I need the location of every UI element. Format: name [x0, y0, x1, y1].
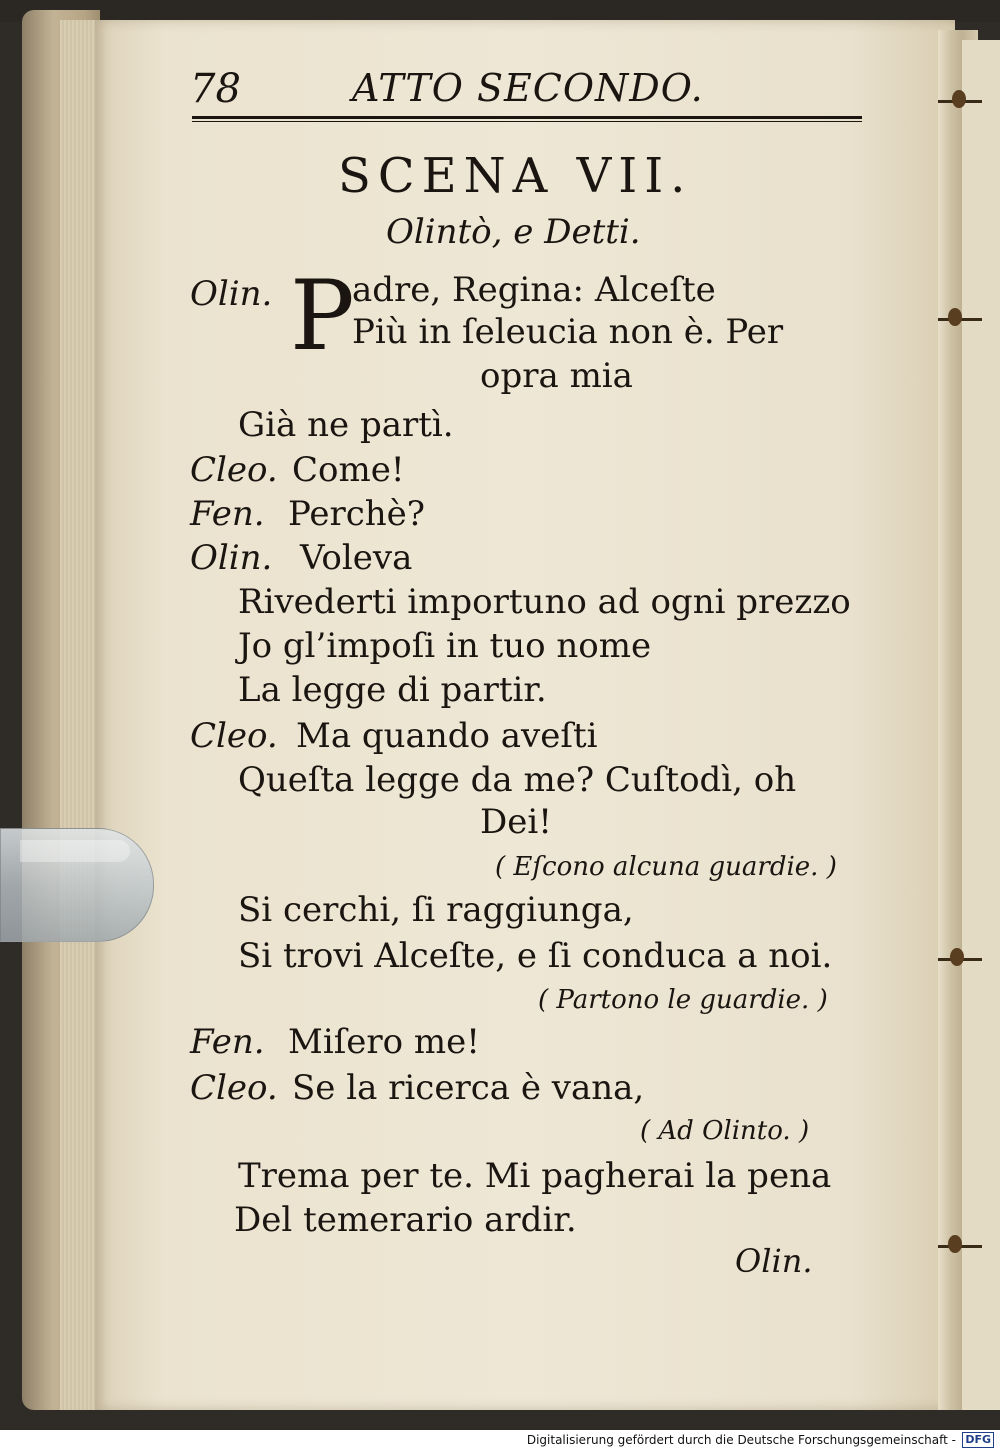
- stage-direction: ( Ad Olinto. ): [640, 1116, 810, 1146]
- header-rule: [192, 116, 862, 119]
- digitization-credit: Digitalisierung gefördert durch die Deutsche Forschungsgemeinschaft -: [526, 1433, 956, 1447]
- top-shadow: [0, 0, 1000, 22]
- speaker-label: Fen.: [190, 494, 265, 534]
- header-rule-thin: [192, 121, 862, 122]
- facing-page-edge: [962, 40, 1000, 1410]
- dialogue-line: Si cerchi, ſi raggiunga,: [238, 890, 634, 930]
- dialogue-line: Rivederti importuno ad ogni prezzo: [238, 582, 851, 622]
- page-number: 78: [190, 66, 241, 112]
- stage-direction: ( Partono le guardie. ): [538, 985, 828, 1015]
- dialogue-line: Voleva: [300, 538, 413, 578]
- binding-knot: [952, 90, 966, 108]
- dialogue-line: Se la ricerca è vana,: [292, 1068, 645, 1108]
- dialogue-line: Si trovi Alceſte, e ſi conduca a noi.: [238, 936, 833, 976]
- dialogue-line: Trema per te. Mi pagherai la pena: [238, 1156, 832, 1196]
- catchword: Olin.: [735, 1242, 813, 1280]
- dialogue-line: opra mia: [480, 356, 633, 396]
- speaker-label: Olin.: [190, 538, 273, 578]
- dialogue-line: Già ne partì.: [238, 405, 454, 445]
- binding-knot: [950, 948, 964, 966]
- running-head: ATTO SECONDO.: [352, 66, 704, 110]
- dfg-logo: DFG: [962, 1432, 994, 1448]
- dialogue-line: Più in ſeleucia non è. Per: [352, 312, 784, 352]
- dialogue-line: adre, Regina: Alceſte: [352, 270, 716, 310]
- dialogue-line: Miſero me!: [288, 1022, 480, 1062]
- speaker-label: Fen.: [190, 1022, 265, 1062]
- dialogue-line: Queſta legge da me? Cuſtodì, oh: [238, 760, 797, 800]
- speaker-label: Cleo.: [190, 1068, 278, 1108]
- dialogue-line: Perchè?: [288, 494, 426, 534]
- speaker-label: Cleo.: [190, 450, 278, 490]
- speaker-label: Cleo.: [190, 716, 278, 756]
- page-clip-highlight: [20, 840, 130, 862]
- speaker-label: Olin.: [190, 274, 273, 314]
- drop-cap: P: [290, 260, 355, 372]
- dialogue-line: La legge di partir.: [238, 670, 547, 710]
- scene-characters: Olintò, e Detti.: [386, 212, 641, 252]
- scene-title: SCENA VII.: [338, 148, 693, 204]
- dialogue-line: Dei!: [480, 802, 552, 842]
- dialogue-line: Ma quando aveſti: [296, 716, 598, 756]
- stage-direction: ( Eſcono alcuna guardie. ): [495, 852, 837, 882]
- binding-knot: [948, 1235, 962, 1253]
- binding-knot: [948, 308, 962, 326]
- dialogue-line: Jo gl’impoſi in tuo nome: [238, 626, 652, 666]
- dialogue-line: Come!: [292, 450, 405, 490]
- dialogue-line: Del temerario ardir.: [234, 1200, 577, 1240]
